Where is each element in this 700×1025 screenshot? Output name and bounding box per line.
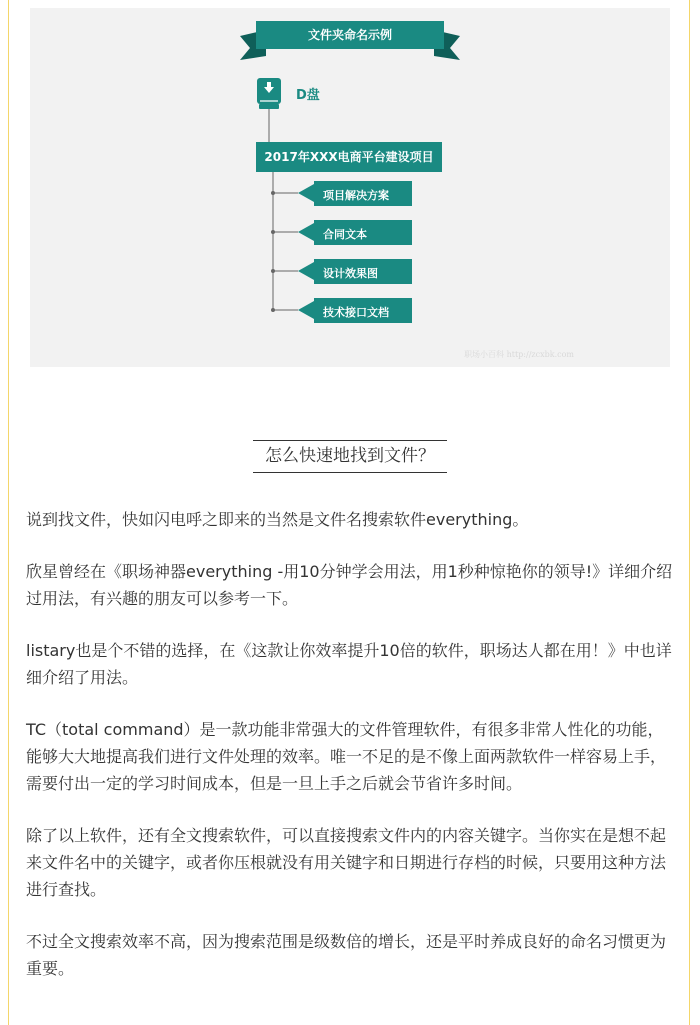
article-body	[26, 506, 676, 1007]
watermark: 职场小百科 http://zcxbk.com	[464, 350, 574, 359]
figure-title: 文件夹命名示例	[307, 28, 392, 42]
paragraph: 不过全文搜索效率不高，因为搜索范围是级数倍的增长，还是平时养成良好的命名习惯更为重要。	[26, 932, 667, 978]
project-folder-label: 2017年XXX电商平台建设项目	[264, 150, 434, 164]
section-heading-wrap	[0, 440, 700, 473]
subfolder-label: 项目解决方案	[323, 189, 389, 202]
subfolder-label: 合同文本	[323, 228, 367, 241]
disk-label: D盘	[296, 88, 320, 103]
subfolder-label: 技术接口文档	[323, 306, 389, 319]
section-heading: 怎么快速地找到文件？	[253, 440, 447, 473]
paragraph: 说到找文件，快如闪电呼之即来的当然是文件名搜索软件everything。	[26, 510, 529, 529]
paragraph: listary也是个不错的选择，在《这款让你效率提升10倍的软件，职场达人都在用！》中也详细介绍了用法。	[26, 641, 672, 687]
paragraph: 欣星曾经在《职场神器everything -用10分钟学会用法，用1秒种惊艳你的领导!》详细介绍过用法，有兴趣的朋友可以参考一下。	[26, 562, 673, 608]
paragraph: 除了以上软件，还有全文搜索软件，可以直接搜索文件内的内容关键字。当你实在是想不起来文件名中的关键字，或者你压根就没有用关键字和日期进行存档的时候，只要用这种方法进行查找。	[26, 826, 667, 899]
paragraph: TC（total command）是一款功能非常强大的文件管理软件，有很多非常人性化的功能，能够大大地提高我们进行文件处理的效率。唯一不足的是不像上面两款软件一样容易上手，需要付出一定的学习时间成本，但是一旦上手之后就会节省许多时间。	[26, 720, 667, 793]
disk-icon	[257, 78, 281, 109]
folder-naming-figure	[30, 8, 670, 367]
subfolder-label: 设计效果图	[323, 267, 378, 280]
